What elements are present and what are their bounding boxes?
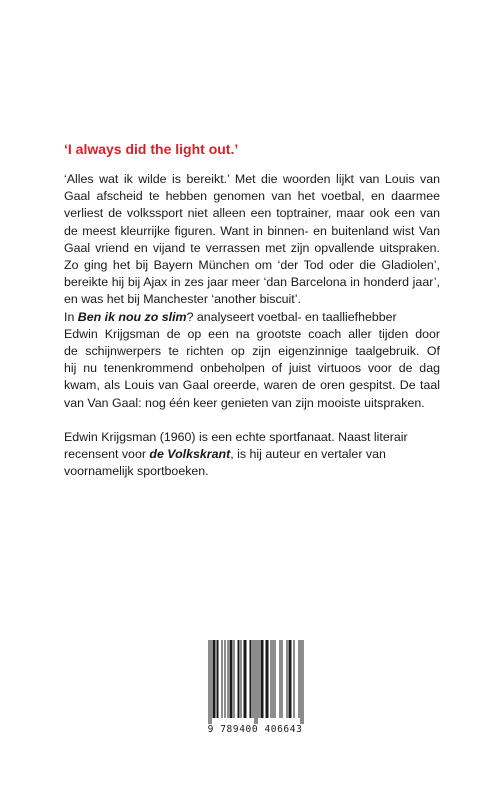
barcode-bar: [244, 640, 245, 718]
barcode-bar: [218, 640, 219, 718]
isbn-number: 9 789400 406643: [207, 724, 303, 735]
barcode-bar: [262, 640, 263, 718]
barcode-bar: [222, 640, 223, 718]
barcode-bar: [290, 640, 291, 718]
barcode-bars: [202, 640, 308, 724]
barcode-bar: [282, 640, 283, 718]
barcode-bar: [257, 640, 258, 724]
barcode-bar: [261, 640, 262, 718]
barcode-bar: [239, 640, 240, 718]
barcode-bar: [268, 640, 269, 718]
blurb-line: verliest de volkssport niet alleen een toptrainer, maar ook een van: [64, 206, 440, 221]
barcode-bar: [250, 640, 251, 718]
blurb-line: ‘Alles wat ik wilde is bereikt.’ Met die woorden lijkt van Louis van: [64, 172, 440, 186]
blurb-line: hij nu tenenkrommend onbeholpen of juist virtuoos voor de dag: [64, 361, 440, 376]
barcode-bar: [289, 640, 290, 718]
barcode-bar: [275, 640, 276, 718]
text-fragment: , is hij auteur en vertaler van: [230, 447, 386, 462]
barcode-bar: [225, 640, 226, 718]
barcode-bar: [217, 640, 218, 718]
barcode-bar: [291, 640, 292, 718]
barcode-bar: [228, 640, 229, 718]
barcode-bar: [263, 640, 264, 718]
barcode-bar: [255, 640, 256, 724]
barcode-bar: [294, 640, 295, 718]
barcode-bar: [209, 640, 210, 724]
barcode-bar: [213, 640, 214, 718]
blurb-line: kwam, als Louis van Gaal oreerde, waren de oren gespitst. De taal: [64, 378, 440, 393]
blurb-line: Gaal afscheid te hebben genomen van het voetbal, en daarmee: [64, 189, 440, 204]
barcode-bar: [299, 640, 300, 718]
barcode-bar: [266, 640, 267, 718]
text-fragment: In: [64, 309, 78, 324]
barcode-bar: [273, 640, 274, 718]
barcode-bar: [246, 640, 247, 718]
blurb-line: Zo ging het bij Bayern München om ‘der Tod oder die Gladiolen’,: [64, 258, 440, 273]
blurb-line: Gaal vriend en vijand te verrassen met zijn opvallende uitspraken.: [64, 240, 440, 255]
barcode-bar: [259, 640, 260, 718]
barcode-bar: [251, 640, 252, 718]
barcode-bar: [230, 640, 231, 718]
barcode-bar: [280, 640, 281, 718]
paragraph-spacer: [64, 412, 440, 429]
barcode-bar: [303, 640, 304, 724]
barcode-bar: [253, 640, 254, 718]
barcode-bar: [241, 640, 242, 718]
barcode-bar: [232, 640, 233, 718]
barcode-bar: [211, 640, 212, 724]
blurb-line: de meest kleurrijke figuren. Want in binnen- en buitenland wist Van: [64, 223, 440, 238]
isbn-barcode: [202, 640, 308, 738]
barcode-bar: [215, 640, 216, 718]
text-fragment: ? analyseert voetbal- en taalliefhebber: [186, 309, 397, 324]
blurb-line: en was het bij Manchester ‘another biscuit’.: [64, 292, 301, 307]
barcode-bar: [287, 640, 288, 718]
blurb-line: bereikte hij bij Ajax in zes jaar meer ‘dan Barcelona in honderd jaar’,: [64, 275, 440, 290]
tagline-quote: ‘I always did the light out.’: [64, 141, 239, 157]
publication-name: de Volkskrant: [149, 447, 231, 462]
blurb-line-with-title: [64, 309, 440, 326]
blurb-text: [64, 171, 440, 481]
barcode-bar: [245, 640, 246, 718]
barcode-bar: [238, 640, 239, 718]
barcode-bar: [234, 640, 235, 718]
barcode-bar: [214, 640, 215, 718]
barcode-bar: [231, 640, 232, 718]
barcode-bar: [271, 640, 272, 718]
blurb-line: de schijnwerpers te richten op zijn eigenzinnige taalgebruik. Of: [64, 344, 440, 359]
barcode-bar: [267, 640, 268, 718]
barcode-bar: [301, 640, 302, 724]
blurb-line: van Van Gaal: nog één keer genieten van zijn mooiste uitspraken.: [64, 395, 425, 410]
author-bio-line: voornamelijk sportboeken.: [64, 464, 209, 479]
author-bio-line: [64, 446, 440, 463]
author-bio-line: Edwin Krijgsman (1960) is een echte sportfanaat. Naast literair: [64, 430, 408, 445]
book-title: Ben ik nou zo slim: [77, 309, 187, 324]
blurb-line: Edwin Krijgsman de op een na grootste coach aller tijden door: [64, 326, 440, 341]
text-fragment: recensent voor: [64, 447, 150, 462]
